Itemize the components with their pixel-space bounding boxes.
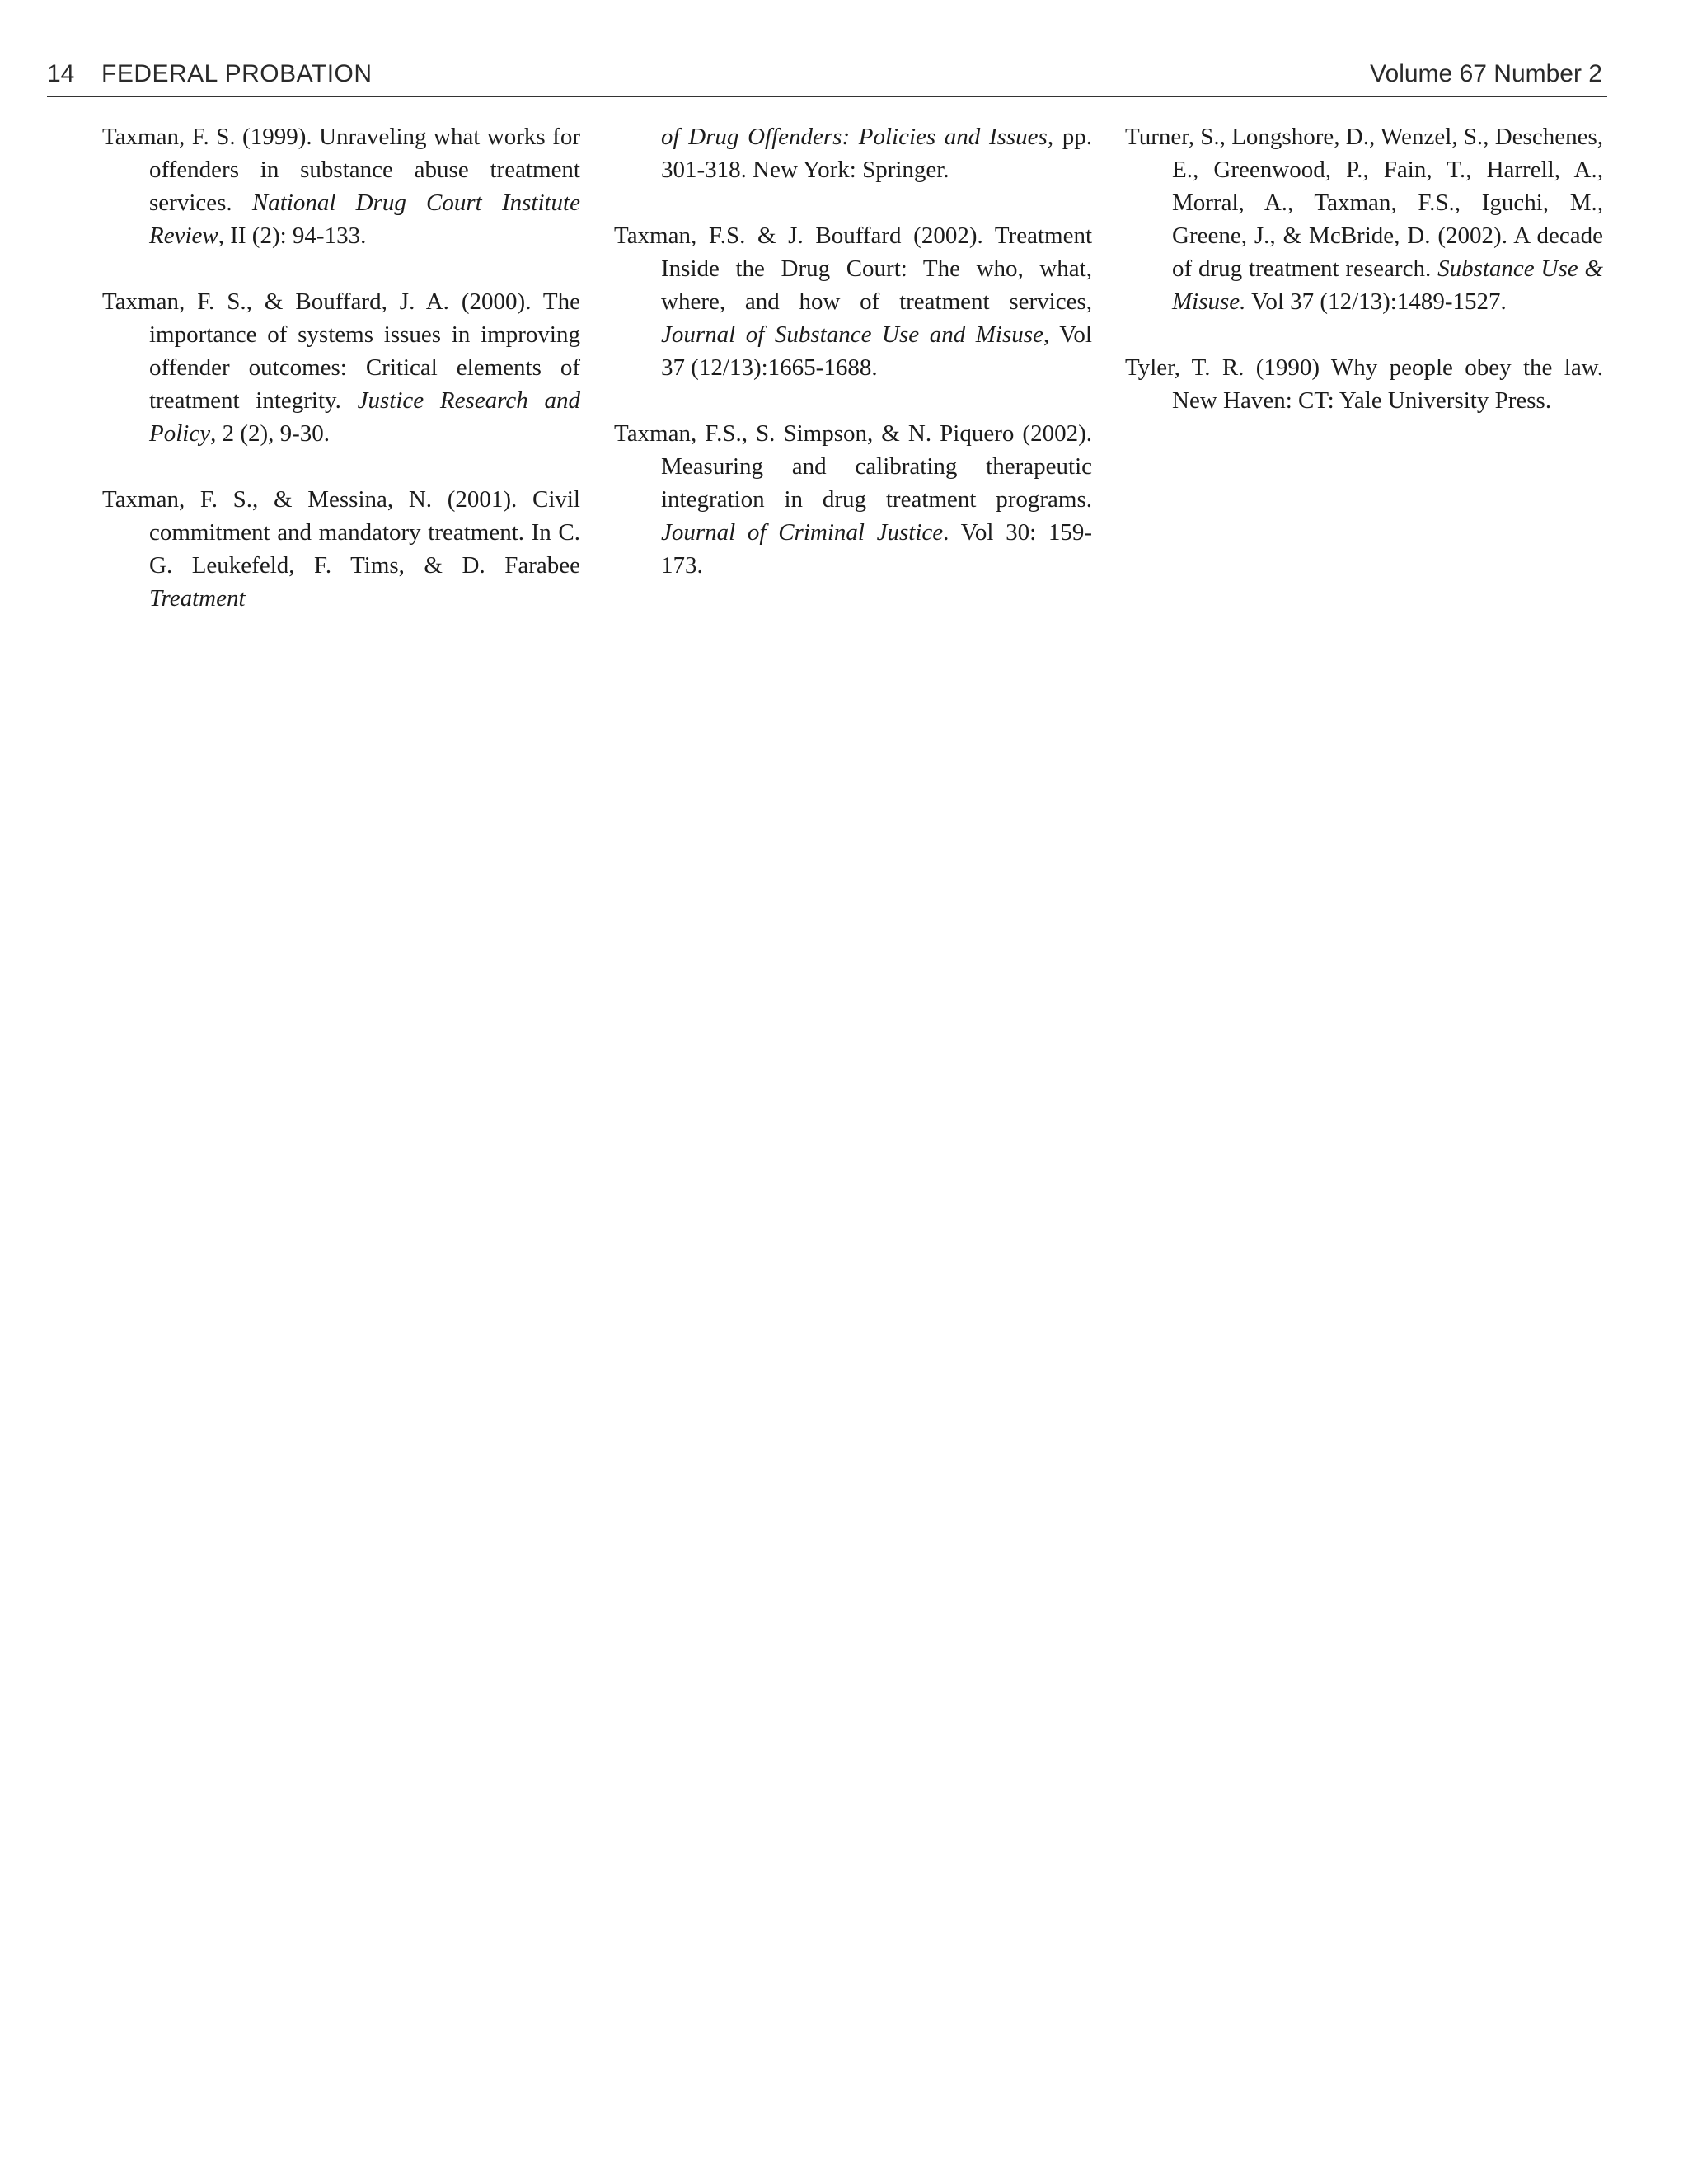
reference-source: Journal of Substance Use and Misuse [661,321,1043,348]
reference-text: Taxman, F. S., & Messina, N. (2001). Civil commitment and mandatory treatment. In C. G. Leukefeld, F. Tims, & D. Farabee [102,486,580,579]
journal-title: FEDERAL PROBATION [101,60,373,87]
reference-details: Vol 37 (12/13):1489-1527. [1245,288,1507,315]
reference-column-1 [102,120,580,648]
reference-entry [614,417,1092,582]
reference-entry [102,285,580,450]
reference-text: Tyler, T. R. (1990) Why people obey the law. New Haven: CT: Yale University Press. [1125,354,1603,414]
page-number: 14 [47,60,75,87]
reference-text: Turner, S., Longshore, D., Wenzel, S., Deschenes, E., Greenwood, P., Fain, T., Harrell, A., Morral, A., Taxman, F.S., Iguchi, M., Greene, J., & McBride, D. (2002). A decade of drug treatment research. [1125,124,1603,282]
reference-text: Taxman, F. S., & Bouffard, J. A. (2000). The importance of systems issues in improving offender outcomes: Critical elements of treatment integrity. [102,288,580,414]
reference-column-2 [614,120,1092,615]
reference-text: Taxman, F.S. & J. Bouffard (2002). Treatment Inside the Drug Court: The who, what, where, and how of treatment services, [614,223,1092,315]
reference-entry-continued [614,120,1092,186]
volume-issue: Volume 67 Number 2 [1370,60,1602,87]
reference-source: Treatment [149,585,246,612]
reference-text: Taxman, F.S., S. Simpson, & N. Piquero (2002). Measuring and calibrating therapeutic integration in drug treatment programs. [614,420,1092,513]
reference-source: National Drug Court Institute Review [149,190,580,249]
reference-details: , pp. 301-318. New York: Springer. [661,124,1093,183]
reference-source: Journal of Criminal Justice [661,519,944,546]
reference-entry [102,483,580,615]
running-header [47,58,1607,97]
reference-text: Taxman, F. S. (1999). Unraveling what works for offenders in substance abuse treatment services. [102,124,580,216]
reference-details: , II (2): 94-133. [218,223,367,249]
reference-entry [1125,351,1603,417]
reference-details: . Vol 30: 159-173. [661,519,1093,579]
reference-details: , 2 (2), 9-30. [210,420,331,447]
reference-entry [102,120,580,252]
reference-entry [1125,120,1603,318]
reference-source: Justice Research and Policy [149,387,580,447]
reference-entry [614,219,1092,384]
reference-column-3 [1125,120,1603,450]
reference-source: of Drug Offenders: Policies and Issues [661,124,1048,150]
reference-details: , Vol 37 (12/13):1665-1688. [661,321,1092,381]
reference-source: Substance Use & Misuse. [1172,255,1604,315]
